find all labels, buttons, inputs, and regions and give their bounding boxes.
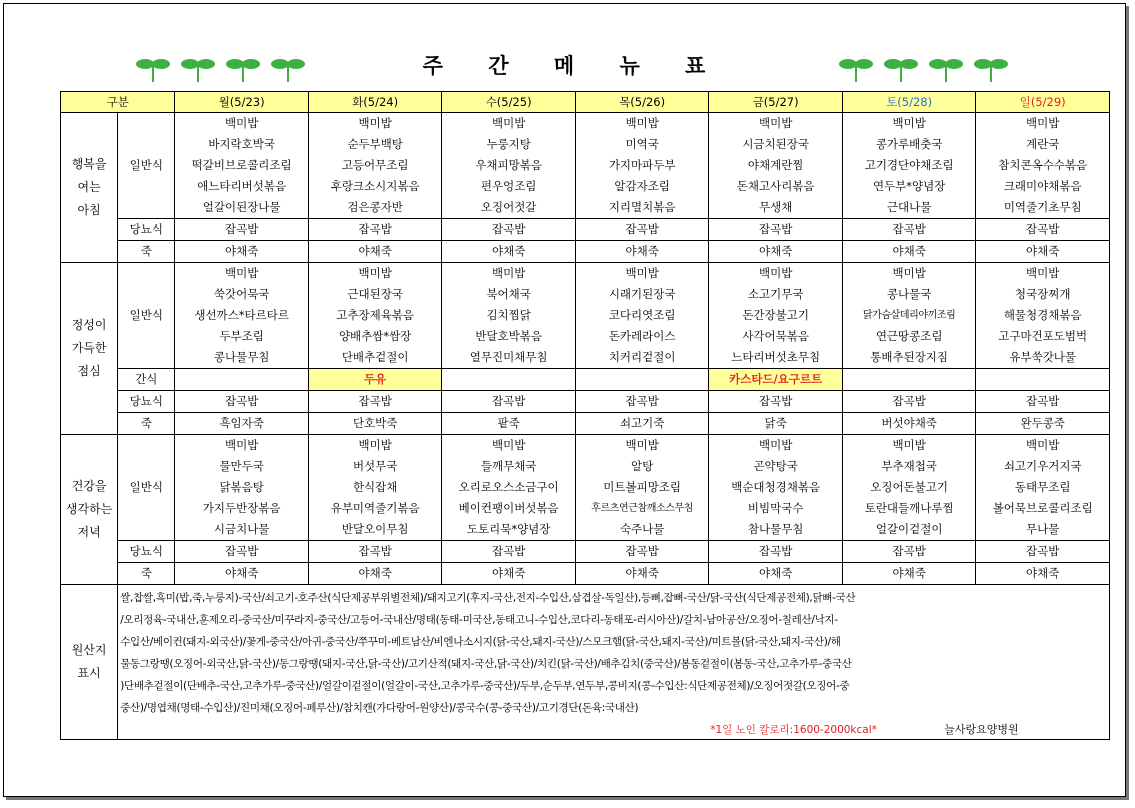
menu-item: 반달오이무침 — [341, 522, 409, 536]
menu-item: 도토리묵*양념장 — [466, 522, 551, 536]
menu-item: 근대나물 — [886, 200, 932, 214]
header-day-sat: 토(5/28) — [842, 92, 976, 113]
menu-item: 숙주나물 — [619, 522, 665, 536]
menu-item: 야채계란찜 — [747, 158, 804, 172]
menu-item: 잡곡밥 — [442, 391, 576, 413]
menu-item: 백미밥 — [625, 266, 659, 280]
menu-item — [842, 369, 976, 391]
menu-item: 무생채 — [758, 200, 793, 214]
menu-item: 고구마건포도범벅 — [998, 329, 1088, 343]
dinner-fri-menu — [709, 435, 843, 541]
menu-item: 잡곡밥 — [709, 391, 843, 413]
menu-item: 양배추쌈*쌈장 — [338, 329, 412, 343]
menu-item: 백미밥 — [358, 116, 392, 130]
origin-line: 쌀,찹쌀,흑미(밥,죽,누룽지)-국산/쇠고기-호주산(식단제공부위별전체)/돼지고기(후지-국산,전지-수입산,삼겹살-독일산),등뼈,잡뼈-국산/닭-국산(식단제공전체),닭뼈-국산 — [120, 592, 856, 604]
sprout-decoration-right — [838, 54, 1018, 84]
sprout-icon — [838, 54, 874, 84]
menu-item: 유부쑥갓나물 — [1009, 350, 1077, 364]
menu-item: 볼어묵브로콜리조림 — [992, 501, 1093, 515]
menu-item: 야채죽 — [842, 241, 976, 263]
dinner-porridge-row — [61, 563, 1110, 585]
menu-item: 북어채국 — [486, 287, 531, 301]
menu-item: 애느타리버섯볶음 — [197, 179, 287, 193]
dinner-sun-menu — [976, 435, 1110, 541]
menu-item: 야채죽 — [175, 241, 309, 263]
menu-item: 돈카레라이스 — [608, 329, 676, 343]
menu-item: 들깨무채국 — [480, 459, 537, 473]
menu-item: 백미밥 — [758, 116, 793, 130]
menu-item: 야채죽 — [575, 241, 709, 263]
dinner-label-line: 저녁 — [77, 525, 101, 539]
menu-item: 백미밥 — [758, 266, 793, 280]
menu-item: 해물청경채볶음 — [1003, 308, 1082, 322]
menu-item: 동태무조림 — [1014, 480, 1071, 494]
menu-item: 알감자조림 — [614, 179, 670, 193]
sprout-icon — [135, 54, 171, 84]
origin-line: 중산)/명엽채(명태-수입산)/진미채(오징어-페루산)/참치캔(가다랑어-원양산)/콩국수(콩-중국산)/고기경단(돈육:국내산) — [120, 702, 639, 714]
menu-item — [575, 369, 709, 391]
menu-item: 버섯야채죽 — [842, 413, 976, 435]
calorie-note: *1일 노인 칼로리:1600-2000kcal* — [710, 724, 877, 736]
lunch-label-line: 정성이 — [71, 318, 107, 332]
lunch-snack-row — [61, 369, 1110, 391]
menu-item: 편우엉조림 — [480, 179, 537, 193]
menu-item: 잡곡밥 — [442, 219, 576, 241]
menu-item: 백미밥 — [892, 266, 926, 280]
menu-item: 잡곡밥 — [308, 541, 442, 563]
menu-item: 순두부백탕 — [347, 137, 403, 151]
sprout-decoration-left — [135, 54, 315, 84]
menu-item: 백미밥 — [358, 266, 392, 280]
menu-item: 잡곡밥 — [175, 391, 309, 413]
menu-item: 김치찜닭 — [486, 308, 531, 322]
menu-item: 돈간장불고기 — [742, 308, 809, 322]
header-day-fri: 금(5/27) — [709, 92, 843, 113]
breakfast-tue-menu — [308, 113, 442, 219]
breakfast-general-row — [61, 113, 1110, 219]
menu-item: 잡곡밥 — [442, 541, 576, 563]
origin-label-line: 원산지 — [71, 643, 107, 657]
menu-item: 백미밥 — [625, 438, 659, 452]
menu-item: 백미밥 — [892, 438, 926, 452]
menu-item: 토란대들깨나루찜 — [864, 501, 954, 515]
origin-text — [118, 585, 1110, 740]
sprout-icon — [180, 54, 216, 84]
menu-item: 돈채고사리볶음 — [736, 179, 815, 193]
menu-item: 미역줄기초무침 — [1003, 200, 1082, 214]
menu-item: 쇠고기죽 — [575, 413, 709, 435]
menu-item: 생선까스*타르타르 — [194, 308, 289, 322]
menu-item: 가지두반장볶음 — [202, 501, 281, 515]
sprout-icon — [270, 54, 306, 84]
dinner-label — [61, 435, 118, 585]
menu-item: 지리멸치볶음 — [608, 200, 676, 214]
menu-item: 버섯무국 — [352, 459, 398, 473]
lunch-diabetic-row — [61, 391, 1110, 413]
menu-item: 야채죽 — [575, 563, 709, 585]
menu-item: 야채죽 — [442, 563, 576, 585]
header-day-sun: 일(5/29) — [976, 92, 1110, 113]
menu-item: 물만두국 — [219, 459, 264, 473]
lunch-wed-menu — [442, 263, 576, 369]
menu-item: 비빔막국수 — [747, 501, 804, 515]
breakfast-thu-menu — [575, 113, 709, 219]
menu-item: 누룽지탕 — [486, 137, 531, 151]
origin-line: /오리정육-국내산,훈제오리-중국산/미꾸라지-중국산/고등어-국내산/명태(동태-미국산,동태고니-수입산,코다리-동태포-러시아산)/갈치-남아공산/오징어-칠레산/낙지- — [120, 614, 838, 626]
lunch-sun-menu — [976, 263, 1110, 369]
origin-line: )단배추겉절이(단배추-국산,고추가루-중국산)/얼갈이겉절이(얼갈이-국산,고추가루-중국산)/두부,순두부,연두부,콩비지(콩-수입산:식단제공전체)/오징어젓갈(오징어-중 — [120, 680, 850, 692]
hospital-name: 늘사랑요양병원 — [944, 723, 1019, 736]
menu-item: 무나물 — [1026, 522, 1060, 536]
menu-item: 사각어묵볶음 — [742, 329, 809, 343]
menu-item: 백미밥 — [758, 438, 793, 452]
menu-item: 백순대청경채볶음 — [731, 480, 821, 494]
lunch-porridge-label: 죽 — [118, 413, 175, 435]
header-day-tue: 화(5/24) — [308, 92, 442, 113]
breakfast-label — [61, 113, 118, 263]
menu-item: 완두콩죽 — [976, 413, 1110, 435]
menu-item: 잡곡밥 — [842, 391, 976, 413]
menu-item: 야채죽 — [442, 241, 576, 263]
breakfast-porridge-label: 죽 — [118, 241, 175, 263]
menu-item: 쇠고기우거지국 — [1003, 459, 1082, 473]
menu-item: 닭가슴살데리야끼조림 — [862, 310, 956, 321]
menu-item: 미역국 — [625, 137, 659, 151]
breakfast-porridge-row — [61, 241, 1110, 263]
sprout-icon — [928, 54, 964, 84]
menu-item: 곤약탕국 — [753, 459, 798, 473]
lunch-label — [61, 263, 118, 435]
menu-item: 계란국 — [1026, 137, 1060, 151]
menu-item: 백미밥 — [1026, 438, 1060, 452]
origin-label — [61, 585, 118, 740]
menu-item: 검은콩자반 — [347, 200, 403, 214]
menu-item: 치커리겉절이 — [608, 350, 676, 364]
breakfast-label-line: 여는 — [77, 180, 101, 194]
weekly-menu-table — [60, 91, 1110, 740]
lunch-porridge-row — [61, 413, 1110, 435]
menu-item: 잡곡밥 — [575, 541, 709, 563]
menu-item: 후랑크소시지볶음 — [330, 179, 420, 193]
header-category: 구분 — [61, 92, 175, 113]
menu-item: 오징어젓갈 — [480, 200, 537, 214]
menu-item: 잡곡밥 — [308, 219, 442, 241]
menu-item: 야채죽 — [175, 563, 309, 585]
menu-item: 잡곡밥 — [709, 219, 843, 241]
menu-item: 백미밥 — [892, 116, 926, 130]
menu-item: 콩나물무침 — [213, 350, 270, 364]
dinner-general-label: 일반식 — [118, 435, 175, 541]
header-day-wed: 수(5/25) — [442, 92, 576, 113]
origin-line: 물동그랑땡(오징어-외국산,닭-국산)/동그랑땡(돼지-국산,닭-국산)/고기산적(돼지-국산,닭-국산)/치킨(닭-국산)/배추김치(중국산)/봄동겉절이(봄동-국산,고추가루-중국산 — [120, 658, 852, 670]
menu-item: 닭볶음탕 — [219, 480, 264, 494]
menu-item: 얼갈이된장나물 — [202, 200, 281, 214]
breakfast-general-label: 일반식 — [118, 113, 175, 219]
menu-item: 유부미역줄기볶음 — [330, 501, 420, 515]
page-title: 주 간 메 뉴 표 — [422, 54, 708, 78]
menu-item: 백미밥 — [224, 266, 259, 280]
dinner-label-line: 생각하는 — [65, 502, 113, 516]
menu-item: 두유 — [308, 369, 442, 391]
menu-item: 알탕 — [631, 459, 654, 473]
menu-item: 야채죽 — [709, 241, 843, 263]
lunch-label-line: 가득한 — [71, 341, 107, 355]
menu-item: 참나물무침 — [747, 522, 804, 536]
menu-item: 한식잡채 — [352, 480, 398, 494]
menu-item: 백미밥 — [625, 116, 659, 130]
menu-item: 잡곡밥 — [976, 219, 1110, 241]
menu-item: 단호박죽 — [308, 413, 442, 435]
dinner-wed-menu — [442, 435, 576, 541]
dinner-porridge-label: 죽 — [118, 563, 175, 585]
menu-item: 백미밥 — [224, 116, 259, 130]
header-day-mon: 월(5/23) — [175, 92, 309, 113]
sprout-icon — [973, 54, 1009, 84]
menu-item: 후르츠연근참깨소스무침 — [591, 503, 694, 514]
menu-item: 잡곡밥 — [175, 541, 309, 563]
lunch-general-label: 일반식 — [118, 263, 175, 369]
menu-item: 백미밥 — [224, 438, 259, 452]
menu-item: 야채죽 — [842, 563, 976, 585]
menu-item: 시래기된장국 — [608, 287, 676, 301]
menu-item: 미트볼피망조림 — [603, 480, 682, 494]
menu-item: 팥죽 — [442, 413, 576, 435]
menu-item: 청국장찌개 — [1014, 287, 1071, 301]
dinner-tue-menu — [308, 435, 442, 541]
menu-item: 코다리엿조림 — [608, 308, 676, 322]
lunch-sat-menu — [842, 263, 976, 369]
origin-row — [61, 585, 1110, 740]
breakfast-label-line: 행복을 — [71, 157, 107, 171]
dinner-sat-menu — [842, 435, 976, 541]
menu-item: 느타리버섯초무침 — [731, 350, 821, 364]
menu-item — [175, 369, 309, 391]
menu-item: 백미밥 — [491, 116, 526, 130]
menu-item: 닭죽 — [709, 413, 843, 435]
menu-item: 오징어돈불고기 — [870, 480, 949, 494]
dinner-general-row — [61, 435, 1110, 541]
header-day-thu: 목(5/26) — [575, 92, 709, 113]
menu-item: 단배추겉절이 — [341, 350, 409, 364]
lunch-general-row — [61, 263, 1110, 369]
origin-line: 수입산/베이컨(돼지-외국산)/꽃게-중국산/아귀-중국산/쭈꾸미-베트남산/비엔나소시지(닭-국산,돼지-국산)/스모크햄(닭-국산,돼지-국산)/미트볼(닭-국산,돼지-국산)/해 — [120, 636, 841, 648]
menu-item: 백미밥 — [358, 438, 392, 452]
breakfast-fri-menu — [709, 113, 843, 219]
menu-item: 우채피망볶음 — [475, 158, 542, 172]
lunch-label-line: 점심 — [77, 364, 101, 378]
menu-item: 크래미야채볶음 — [1003, 179, 1082, 193]
menu-item: 잡곡밥 — [709, 541, 843, 563]
breakfast-mon-menu — [175, 113, 309, 219]
dinner-thu-menu — [575, 435, 709, 541]
menu-item: 백미밥 — [491, 266, 526, 280]
menu-item: 베이컨팽이버섯볶음 — [458, 501, 559, 515]
menu-item: 잡곡밥 — [842, 219, 976, 241]
menu-item: 잡곡밥 — [308, 391, 442, 413]
menu-item — [976, 369, 1110, 391]
lunch-diabetic-label: 당뇨식 — [118, 391, 175, 413]
menu-item: 잡곡밥 — [175, 219, 309, 241]
breakfast-sun-menu — [976, 113, 1110, 219]
menu-item: 참치콘옥수수볶음 — [998, 158, 1088, 172]
menu-item: 야채죽 — [308, 241, 442, 263]
menu-item: 야채죽 — [976, 563, 1110, 585]
menu-item: 부추재첩국 — [881, 459, 937, 473]
menu-item: 콩나물국 — [886, 287, 932, 301]
menu-item: 연근땅콩조림 — [875, 329, 943, 343]
sprout-icon — [883, 54, 919, 84]
menu-item: 야채죽 — [976, 241, 1110, 263]
menu-item: 야채죽 — [308, 563, 442, 585]
menu-item: 고기경단야채조림 — [864, 158, 954, 172]
lunch-snack-label: 간식 — [118, 369, 175, 391]
menu-item: 얼갈이겉절이 — [875, 522, 943, 536]
menu-item: 바지락호박국 — [208, 137, 275, 151]
menu-item: 잡곡밥 — [575, 391, 709, 413]
origin-label-line: 표시 — [77, 666, 101, 680]
sprout-icon — [225, 54, 261, 84]
menu-item: 고등어무조림 — [341, 158, 409, 172]
breakfast-diabetic-label: 당뇨식 — [118, 219, 175, 241]
lunch-tue-menu — [308, 263, 442, 369]
dinner-mon-menu — [175, 435, 309, 541]
breakfast-diabetic-row — [61, 219, 1110, 241]
menu-item — [442, 369, 576, 391]
menu-item: 백미밥 — [1026, 266, 1060, 280]
menu-item: 통배추된장지짐 — [870, 350, 949, 364]
menu-item: 가지마파두부 — [608, 158, 676, 172]
menu-item: 잡곡밥 — [842, 541, 976, 563]
menu-item: 연두부*양념장 — [872, 179, 946, 193]
menu-item: 소고기무국 — [747, 287, 804, 301]
menu-item: 콩가루배춧국 — [875, 137, 943, 151]
menu-item: 열무진미채무침 — [469, 350, 548, 364]
menu-item: 고추장제육볶음 — [336, 308, 415, 322]
menu-item: 떡갈비브로콜리조림 — [191, 158, 292, 172]
menu-item: 잡곡밥 — [976, 541, 1110, 563]
breakfast-wed-menu — [442, 113, 576, 219]
menu-item: 쑥갓어묵국 — [213, 287, 270, 301]
breakfast-sat-menu — [842, 113, 976, 219]
menu-item: 근대된장국 — [347, 287, 403, 301]
menu-item: 시금치나물 — [213, 522, 270, 536]
menu-item: 카스타드/요구르트 — [709, 369, 843, 391]
dinner-diabetic-label: 당뇨식 — [118, 541, 175, 563]
header-row — [61, 92, 1110, 113]
menu-item: 야채죽 — [709, 563, 843, 585]
lunch-thu-menu — [575, 263, 709, 369]
menu-item: 시금치된장국 — [742, 137, 809, 151]
menu-item: 흑임자죽 — [175, 413, 309, 435]
menu-item: 반달호박볶음 — [475, 329, 542, 343]
menu-item: 백미밥 — [491, 438, 526, 452]
menu-item: 오리로오스소금구이 — [458, 480, 559, 494]
breakfast-label-line: 아침 — [77, 203, 101, 217]
menu-item: 두부조림 — [219, 329, 264, 343]
dinner-diabetic-row — [61, 541, 1110, 563]
menu-item: 잡곡밥 — [976, 391, 1110, 413]
dinner-label-line: 건강을 — [71, 479, 107, 493]
menu-item: 백미밥 — [1026, 116, 1060, 130]
lunch-mon-menu — [175, 263, 309, 369]
lunch-fri-menu — [709, 263, 843, 369]
menu-item: 잡곡밥 — [575, 219, 709, 241]
